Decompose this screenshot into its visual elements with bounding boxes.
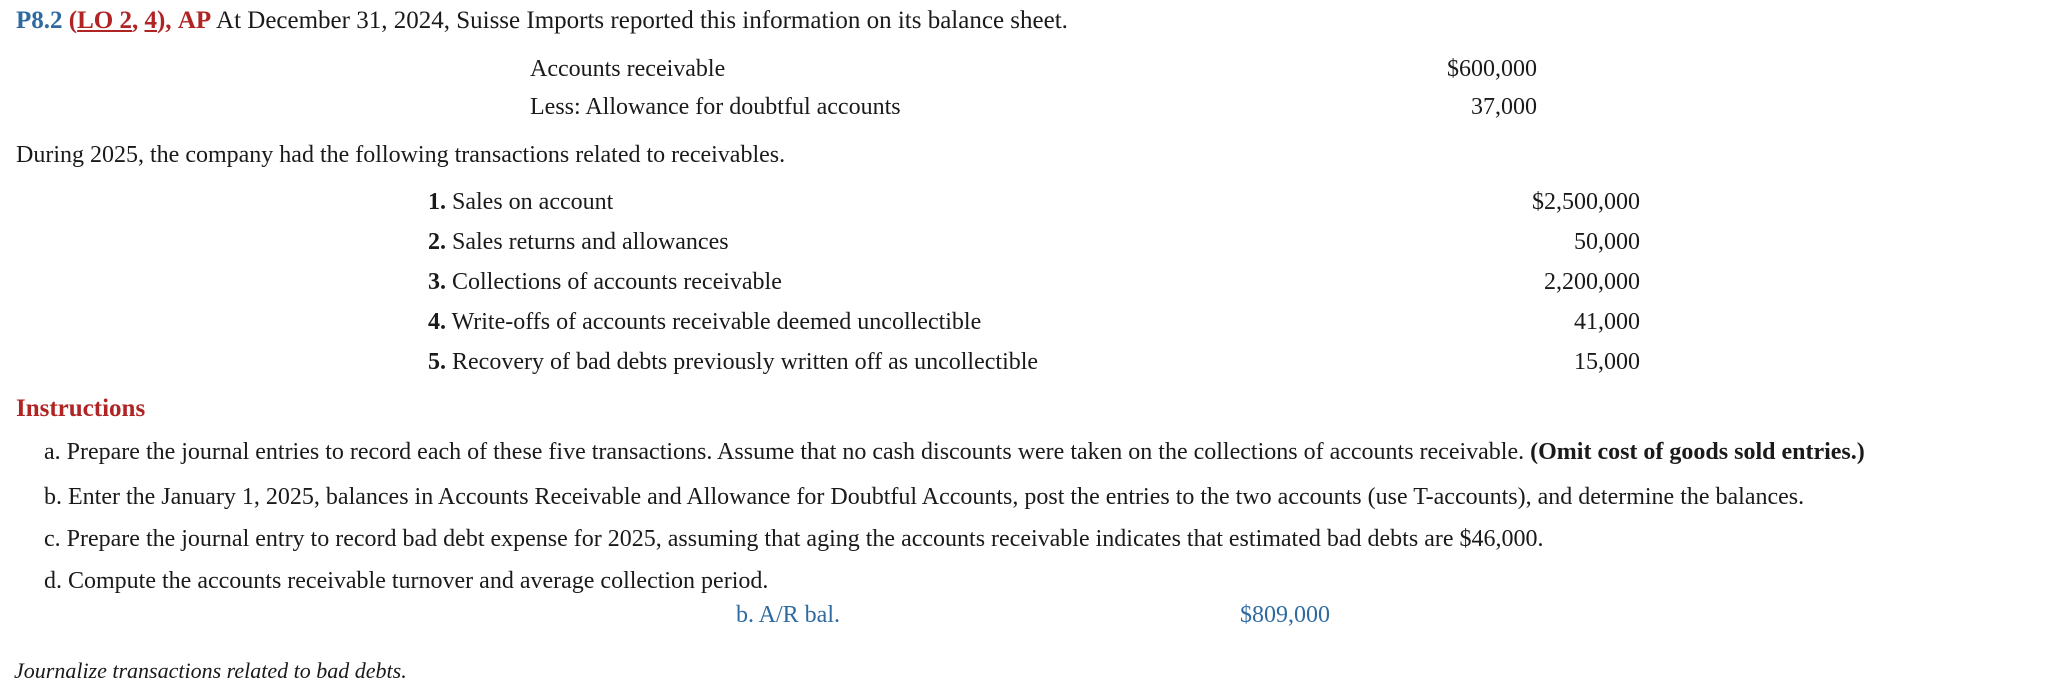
instructions-title: Instructions <box>16 395 146 422</box>
problem-statement: At December 31, 2024, Suisse Imports reported this information on its balance sheet. <box>216 7 1068 34</box>
transaction-label: 5. Recovery of bad debts previously written off as uncollectible <box>428 349 1039 375</box>
transaction-value: 50,000 <box>1574 229 1640 255</box>
balance-sheet-value: $600,000 <box>1447 56 1537 82</box>
balance-sheet-value: 37,000 <box>1471 94 1537 120</box>
transaction-label: 1. Sales on account <box>428 189 614 215</box>
ap-tag: AP <box>177 7 212 34</box>
balance-sheet-label: Less: Allowance for doubtful accounts <box>530 94 901 120</box>
transaction-value: 15,000 <box>1574 349 1640 375</box>
lo-4-link[interactable]: 4 <box>144 7 157 34</box>
transaction-label: 3. Collections of accounts receivable <box>428 269 782 295</box>
instruction-b: b. Enter the January 1, 2025, balances in Accounts Receivable and Allowance for Doubtful Accounts, post the entries to the two accounts (use T-accounts), and determine the balances. <box>44 484 1805 510</box>
learning-objectives: (LO 2, 4), <box>68 7 172 34</box>
instruction-c: c. Prepare the journal entry to record bad debt expense for 2025, assuming that aging the accounts receivable indicates that estimated bad debts are $46,000. <box>44 526 1544 552</box>
transactions-intro: During 2025, the company had the following transactions related to receivables. <box>16 142 786 168</box>
transaction-label: 4. Write-offs of accounts receivable deemed uncollectible <box>428 309 982 335</box>
instruction-a: a. Prepare the journal entries to record each of these five transactions. Assume that no cash discounts were taken on the collections of accounts receivable. (Omit cost of goods sold entries.) <box>44 439 1865 465</box>
transaction-value: 41,000 <box>1574 309 1640 335</box>
transaction-value: $2,500,000 <box>1532 189 1640 215</box>
answer-label: b. A/R bal. <box>736 602 841 628</box>
answer-value: $809,000 <box>1240 602 1330 628</box>
footer-note: Journalize transactions related to bad debts. <box>14 658 407 683</box>
balance-sheet-label: Accounts receivable <box>530 56 726 82</box>
lo-2-link[interactable]: LO 2 <box>77 7 132 34</box>
problem-header <box>16 8 1068 33</box>
transaction-label: 2. Sales returns and allowances <box>428 229 729 255</box>
problem-id: P8.2 <box>16 7 63 34</box>
instruction-d: d. Compute the accounts receivable turnover and average collection period. <box>44 568 769 594</box>
transaction-value: 2,200,000 <box>1544 269 1640 295</box>
